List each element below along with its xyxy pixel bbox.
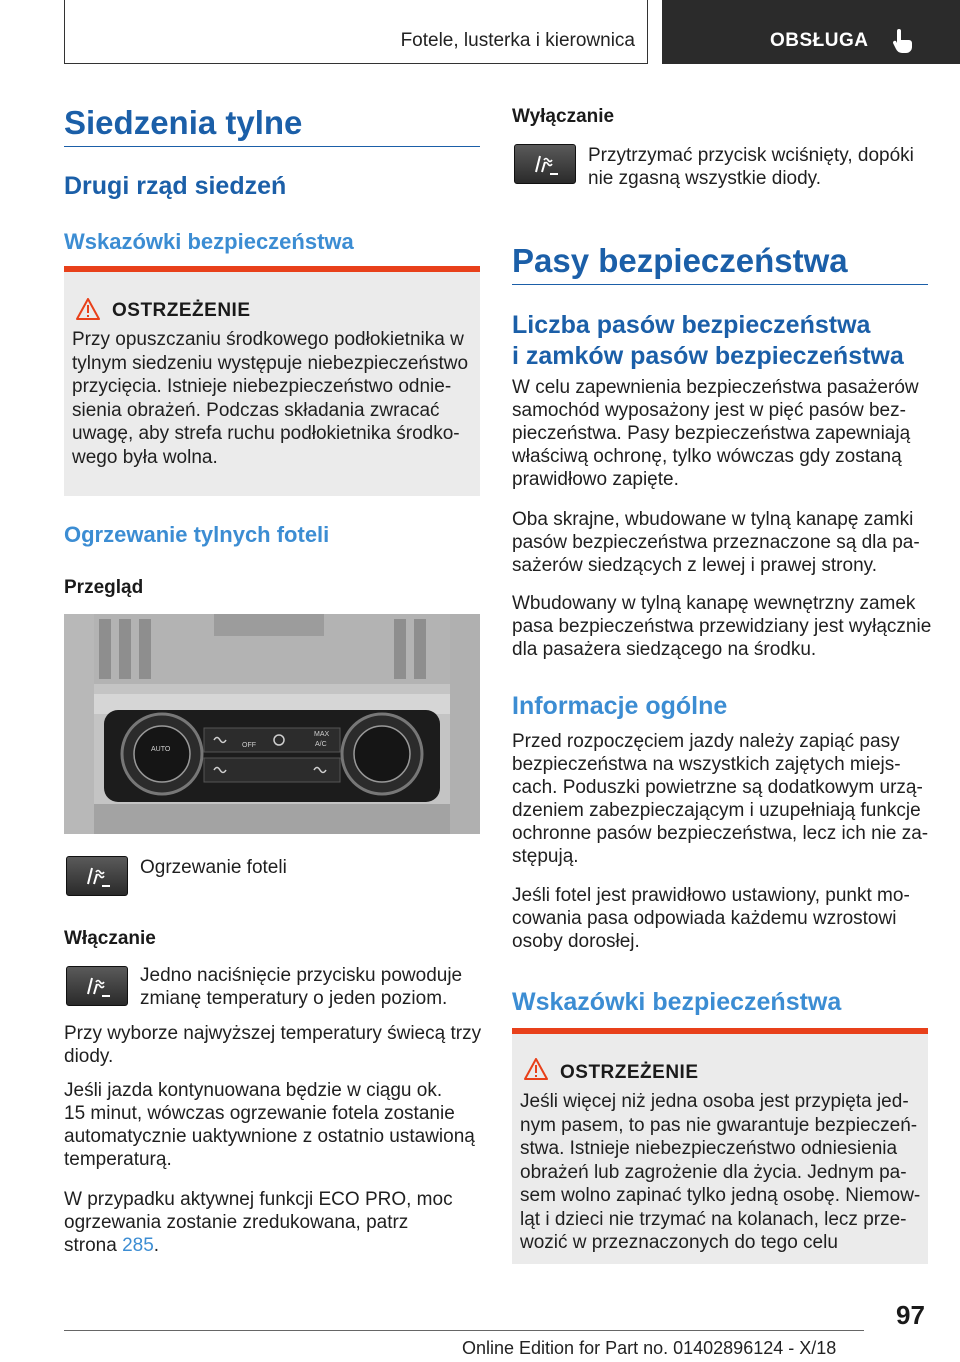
subheading-overview: Przegląd	[64, 577, 144, 598]
warning-text: Jeśli więcej niż jedna osoba jest przypięta jed- nym pasem, to pas nie gwarantuje bezpieczeń- stwa. Istnieje niebezpieczeństwo odniesienia obrażeń lub zagrożenie dla życia. Jednym pa- sem wolno zapinać tylko jedną osobę. Niemow- ląt i dzieci nie trzymać na kolanach, lecz prze- wozić w przeznaczonych do tego celu	[520, 1091, 921, 1253]
subheading-belt-count: Liczba pasów bezpieczeństwa i zamków pasów bezpieczeństwa	[512, 311, 904, 370]
seat-heating-label: Ogrzewanie foteli	[140, 857, 287, 878]
warning-title: OSTRZEŻENIE	[560, 1062, 699, 1083]
paragraph-eco-pro: W przypadku aktywnej funkcji ECO PRO, moc ogrzewania zostanie zredukowana, patrz strona 285.	[64, 1189, 453, 1256]
seat-heating-button-icon	[66, 856, 128, 896]
subheading-general-info: Informacje ogólne	[512, 692, 728, 720]
warning-triangle-icon	[76, 298, 100, 325]
paragraph-five-belts: W celu zapewnienia bezpieczeństwa pasażerów samochód wyposażony jest w pięć pasów bez- pieczeństwa. Pasy bezpieczeństwa zapewniają właściwą ochronę, tylko wówczas gdy zostaną prawidłowo zapięte.	[512, 377, 919, 490]
warning-text: Przy opuszczaniu środkowego podłokietnika w tylnym siedzeniu występuje niebezpieczeństwo przycięcia. Istnieje niebezpieczeństwo odnie- sienia obrażeń. Podczas składania zwracać uwagę, aby strefa ruchu podłokietnika środko- wego była wolna.	[72, 329, 469, 468]
header-section-title: Fotele, lusterka i kierownica	[400, 30, 635, 51]
warning-box-armrest	[64, 266, 480, 496]
warning-box-one-person	[512, 1028, 928, 1264]
warning-title: OSTRZEŻENIE	[112, 300, 251, 321]
seat-heating-button-icon	[514, 144, 576, 184]
header-chapter-tab	[662, 0, 960, 64]
photo-label-max: MAX	[314, 731, 330, 738]
photo-label-ac: A/C	[315, 741, 327, 748]
footer-edition: Online Edition for Part no. 01402896124 - X/18	[462, 1338, 837, 1358]
subheading-second-row: Drugi rząd siedzeń	[64, 172, 287, 200]
hand-pointer-icon	[892, 28, 914, 59]
paragraph-outer-buckles: Oba skrajne, wbudowane w tylną kanapę zamki pasów bezpieczeństwa przeznaczone są dla pa- sażerów siedzących z lewej i prawej strony.	[512, 509, 920, 576]
section-title-seat-belts: Pasy bezpieczeństwa	[512, 242, 848, 279]
seat-heating-button-icon	[66, 966, 128, 1006]
subheading-switch-off: Wyłączanie	[512, 106, 615, 127]
subheading-switch-on: Włączanie	[64, 928, 156, 949]
warning-triangle-icon	[524, 1058, 548, 1085]
switch-off-text: Przytrzymać przycisk wciśnięty, dopóki nie zgasną wszystkie diody.	[588, 145, 914, 189]
title-rule	[64, 146, 480, 147]
switch-on-text: Jedno naciśnięcie przycisku powoduje zmianę temperatury o jeden poziom.	[140, 965, 463, 1009]
subheading-rear-seat-heating: Ogrzewanie tylnych foteli	[64, 522, 330, 547]
paragraph-three-leds: Przy wyborze najwyższej temperatury świecą trzy diody.	[64, 1023, 482, 1067]
title-rule	[512, 284, 928, 285]
photo-label-off: OFF	[242, 742, 256, 749]
section-title-rear-seats: Siedzenia tylne	[64, 104, 303, 141]
paragraph-auto-reactivation: Jeśli jazda kontynuowana będzie w ciągu ok. 15 minut, wówczas ogrzewanie fotela zostanie automatycznie uaktywnione z ostatnio ustawioną temperaturą.	[64, 1080, 475, 1170]
page-reference-link[interactable]: 285	[122, 1235, 154, 1256]
photo-label-auto: AUTO	[151, 746, 171, 753]
paragraph-inner-buckle: Wbudowany w tylną kanapę wewnętrzny zamek pasa bezpieczeństwa przewidziany jest wyłącznie dla pasażera siedzącego na środku.	[512, 593, 932, 660]
rear-climate-panel-photo	[64, 614, 480, 834]
paragraph-seat-position: Jeśli fotel jest prawidłowo ustawiony, punkt mo- cowania pasa odpowiada każdemu wzrostowi osoby dorosłej.	[512, 885, 910, 952]
header-tab-label: OBSŁUGA	[770, 30, 869, 51]
paragraph-fasten-belts: Przed rozpoczęciem jazdy należy zapiąć pasy bezpieczeństwa na wszystkich zajętych miejs- cach. Poduszki powietrzne są dodatkowym urzą- dzeniem zabezpieczającym i uzupełniają funkcje ochronne pasów bezpieczeństwa, lecz ich nie za- stępują.	[512, 731, 929, 867]
subheading-safety-notes: Wskazówki bezpieczeństwa	[64, 229, 354, 254]
subheading-safety-notes: Wskazówki bezpieczeństwa	[512, 988, 842, 1016]
footer-rule	[64, 1330, 864, 1331]
page-number: 97	[896, 1300, 925, 1330]
header-section-box	[64, 0, 648, 64]
